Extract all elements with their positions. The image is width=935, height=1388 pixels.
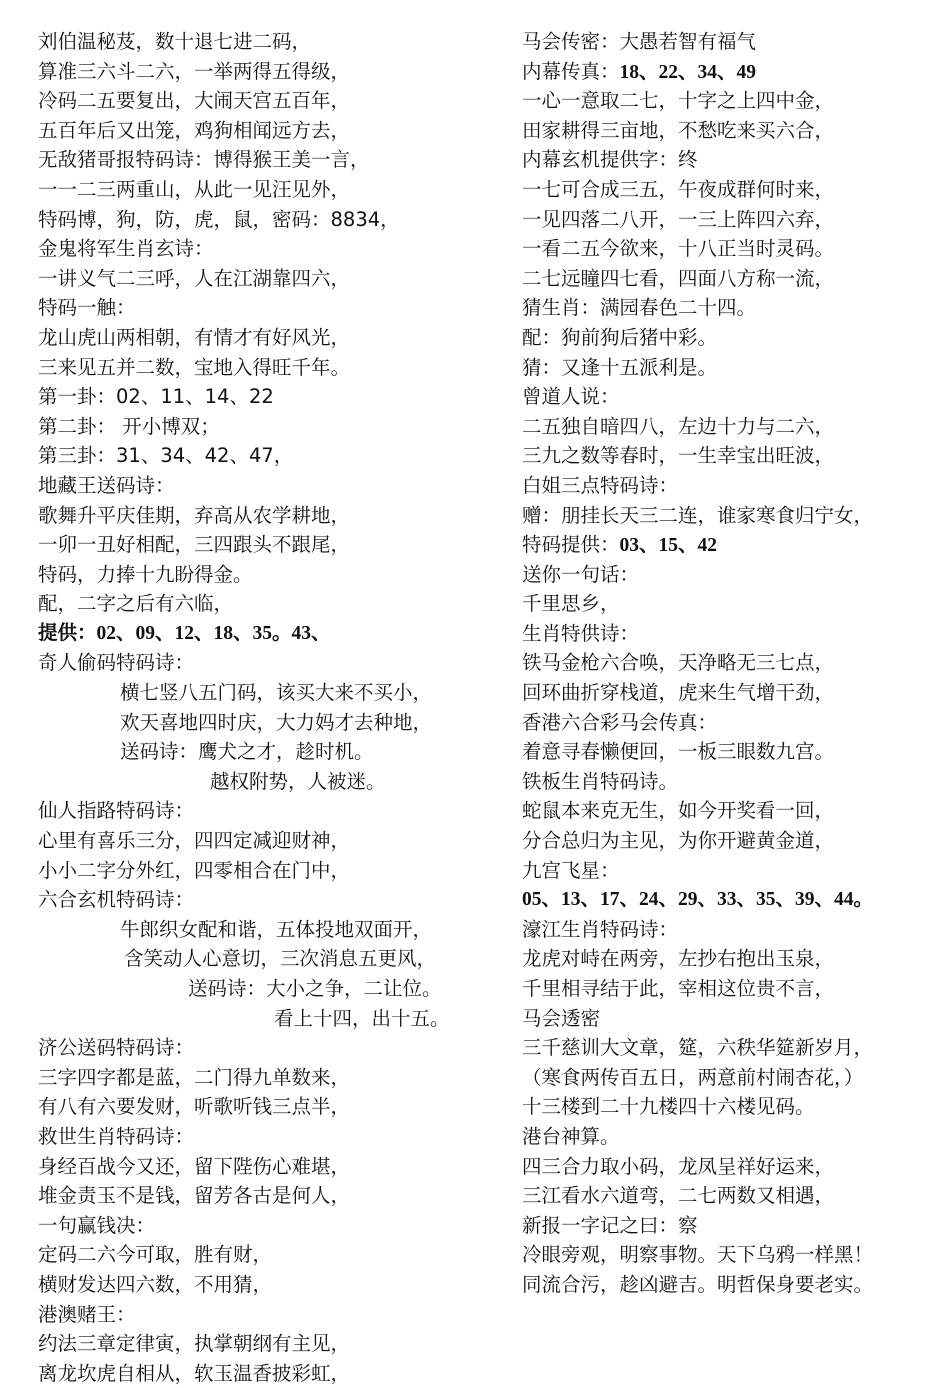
- text-line: 身经百战今又还，留下陛伤心难堪，: [38, 1154, 351, 1178]
- text-line: （寒食两传百五日，两意前村闹杏花，）: [522, 1065, 864, 1089]
- text-line: 送你一句话：: [522, 562, 640, 586]
- text-line: 看上十四，出十五。: [274, 1006, 450, 1030]
- text-line: 一句赢钱决：: [38, 1213, 156, 1237]
- text-line: 同流合污，趁凶避吉。明哲保身要老实。: [522, 1272, 874, 1296]
- text-line: 曾道人说：: [522, 385, 620, 409]
- text-line: 金鬼将军生肖玄诗：: [38, 237, 214, 261]
- text-line: 仙人指路特码诗：: [38, 799, 195, 823]
- text-line: 第一卦：02、11、14、22: [38, 385, 274, 409]
- number-list: 03、15、42: [619, 535, 718, 557]
- text-line: 一讲义气二三呼，人在江湖靠四六，: [38, 266, 351, 290]
- text-line: 千里思乡，: [522, 592, 620, 616]
- text-line: 二五独自暗四八，左边十力与二六，: [522, 414, 835, 438]
- text-line: 算准三六斗二六，一举两得五得级，: [38, 59, 351, 83]
- text-line: 特码博，狗，防，虎，鼠，密码：8834，: [38, 207, 400, 231]
- text-line: 送码诗：大小之争，二让位。: [188, 977, 442, 1000]
- text-line: 猜生肖：满园春色二十四。: [522, 296, 757, 320]
- text-line: 配：狗前狗后猪中彩。: [522, 325, 718, 349]
- text-line: 心里有喜乐三分，四四定减迎财神，: [38, 829, 351, 853]
- text-line: 特码一触：: [38, 296, 136, 320]
- text-line: 一见四落二八开，一三上阵四六弃，: [522, 207, 835, 231]
- text-line: 龙山虎山两相朝，有情才有好风光，: [38, 325, 351, 349]
- text-line: 三九之数等春时，一生幸宝出旺波，: [522, 444, 835, 468]
- right-column: [522, 27, 930, 1300]
- text-line: 越权附势，人被迷。: [210, 769, 386, 793]
- text-line: 内幕玄机提供字：终: [522, 148, 698, 172]
- line-label: 特码提供：: [522, 533, 620, 557]
- text-line: 冷眼旁观，明察事物。天下乌鸦一样黑！: [522, 1243, 874, 1267]
- text-line: 着意寻春懒便回，一板三眼数九宫。: [522, 740, 835, 764]
- text-line: 白姐三点特码诗：: [522, 473, 679, 497]
- text-line: 香港六合彩马会传真：: [522, 710, 718, 734]
- text-line: 生肖特供诗：: [522, 621, 640, 645]
- text-line: 欢天喜地四时庆，大力妈才去种地，: [120, 710, 433, 734]
- text-line: 濠江生肖特码诗：: [522, 917, 679, 941]
- text-line: 奇人偷码特码诗：: [38, 651, 195, 675]
- text-line: [522, 57, 930, 87]
- text-line: 回环曲折穿栈道，虎来生气增干劲，: [522, 681, 835, 705]
- text-line: 含笑动人心意切，三次消息五更风，: [124, 947, 437, 971]
- text-line: 一看二五今欲来，十八正当时灵码。: [522, 237, 835, 261]
- text-line: 济公送码特码诗：: [38, 1036, 195, 1060]
- text-line: 铁马金枪六合唤，天净略无三七点，: [522, 651, 835, 675]
- text-line: 三江看水六道弯，二七两数又相遇，: [522, 1184, 835, 1208]
- text-line: 地藏王送码诗：: [38, 473, 175, 497]
- text-line: 一卯一丑好相配，三四跟头不跟尾，: [38, 533, 351, 557]
- text-line: 千里相寻结于此，宰相这位贵不言，: [522, 977, 835, 1000]
- text-line: 无敌猪哥报特码诗：博得猴王美一言，: [38, 148, 370, 172]
- text-line: 刘伯温秘芨，数十退七进二码，: [38, 30, 312, 53]
- text-line: 横财发达四六数，不用猜，: [38, 1272, 273, 1296]
- text-line: [522, 530, 930, 560]
- text-line: 一一二三两重山，从此一见汪见外，: [38, 177, 351, 201]
- text-line: 九宫飞星：: [522, 858, 620, 882]
- text-line: 配，二字之后有六临，: [38, 592, 234, 616]
- text-line: 三千慈训大文章，筵，六秩华筵新岁月，: [522, 1036, 874, 1060]
- text-line: 约法三章定律寅，执掌朝纲有主见，: [38, 1332, 351, 1356]
- text-line: 十三楼到二十九楼四十六楼见码。: [522, 1095, 815, 1119]
- text-line: 五百年后又出笼，鸡狗相闻远方去，: [38, 118, 351, 142]
- text-line: 三来见五并二数，宝地入得旺千年。: [38, 355, 351, 379]
- text-line: 05、13、17、24、29、33、35、39、44。: [522, 889, 874, 911]
- text-line: 救世生肖特码诗：: [38, 1124, 195, 1148]
- text-line: 牛郎织女配和谐，五体投地双面开，: [120, 917, 433, 941]
- text-line: 一七可合成三五，午夜成群何时来，: [522, 177, 835, 201]
- text-line: 有八有六要发财，听歌听钱三点半，: [38, 1095, 351, 1119]
- text-line: 四三合力取小码，龙凤呈祥好运来，: [522, 1154, 835, 1178]
- line-label: 内幕传真：: [522, 59, 620, 83]
- text-line: 小小二字分外红，四零相合在门中，: [38, 858, 351, 882]
- left-column: [38, 27, 508, 1388]
- text-line: 歌舞升平庆佳期，弃高从农学耕地，: [38, 503, 351, 527]
- text-line: 新报一字记之曰：察: [522, 1213, 698, 1237]
- text-line: 特码，力捧十九盼得金。: [38, 562, 253, 586]
- text-line: 横七竖八五门码，该买大来不买小，: [120, 681, 433, 705]
- text-line: 三字四字都是蓝，二门得九单数来，: [38, 1065, 351, 1089]
- text-line: 蛇鼠本来克无生，如今开奖看一回，: [522, 799, 835, 823]
- text-line: 一心一意取二七，十字之上四中金，: [522, 89, 835, 113]
- text-line: 离龙坎虎自相从，软玉温香披彩虹，: [38, 1361, 351, 1385]
- text-line: 二七远瞳四七看，四面八方称一流，: [522, 266, 835, 290]
- text-line: 冷码二五要复出，大闹天宫五百年，: [38, 89, 351, 113]
- text-line: 堆金责玉不是钱，留芳各古是何人，: [38, 1184, 351, 1208]
- text-line: 第二卦： 开小博双；: [38, 414, 220, 438]
- text-line: 铁板生肖特码诗。: [522, 769, 679, 793]
- text-line: 港澳赌王：: [38, 1302, 136, 1326]
- text-line: 六合玄机特码诗：: [38, 888, 195, 912]
- text-line: 第三卦：31、34、42、47，: [38, 444, 294, 468]
- number-list: 18、22、34、49: [619, 61, 757, 83]
- text-line: 赠：朋挂长天三二连，谁家寒食归宁女，: [522, 503, 874, 527]
- text-line: 猜：又逢十五派利是。: [522, 355, 718, 379]
- text-line: 田家耕得三亩地，不愁吃来买六合，: [522, 118, 835, 142]
- text-line: 定码二六今可取，胜有财，: [38, 1243, 273, 1267]
- text-line: 送码诗：鹰犬之才，趁时机。: [120, 740, 374, 764]
- text-line: 马会传密：大愚若智有福气: [522, 30, 757, 53]
- text-line: 港台神算。: [522, 1124, 620, 1148]
- text-line: 分合总归为主见，为你开避黄金道，: [522, 829, 835, 853]
- text-line: 马会透密: [522, 1006, 601, 1030]
- text-line: 龙虎对峙在两旁，左抄右抱出玉泉，: [522, 947, 835, 971]
- text-line: 提供：02、09、12、18、35。43、: [38, 622, 331, 644]
